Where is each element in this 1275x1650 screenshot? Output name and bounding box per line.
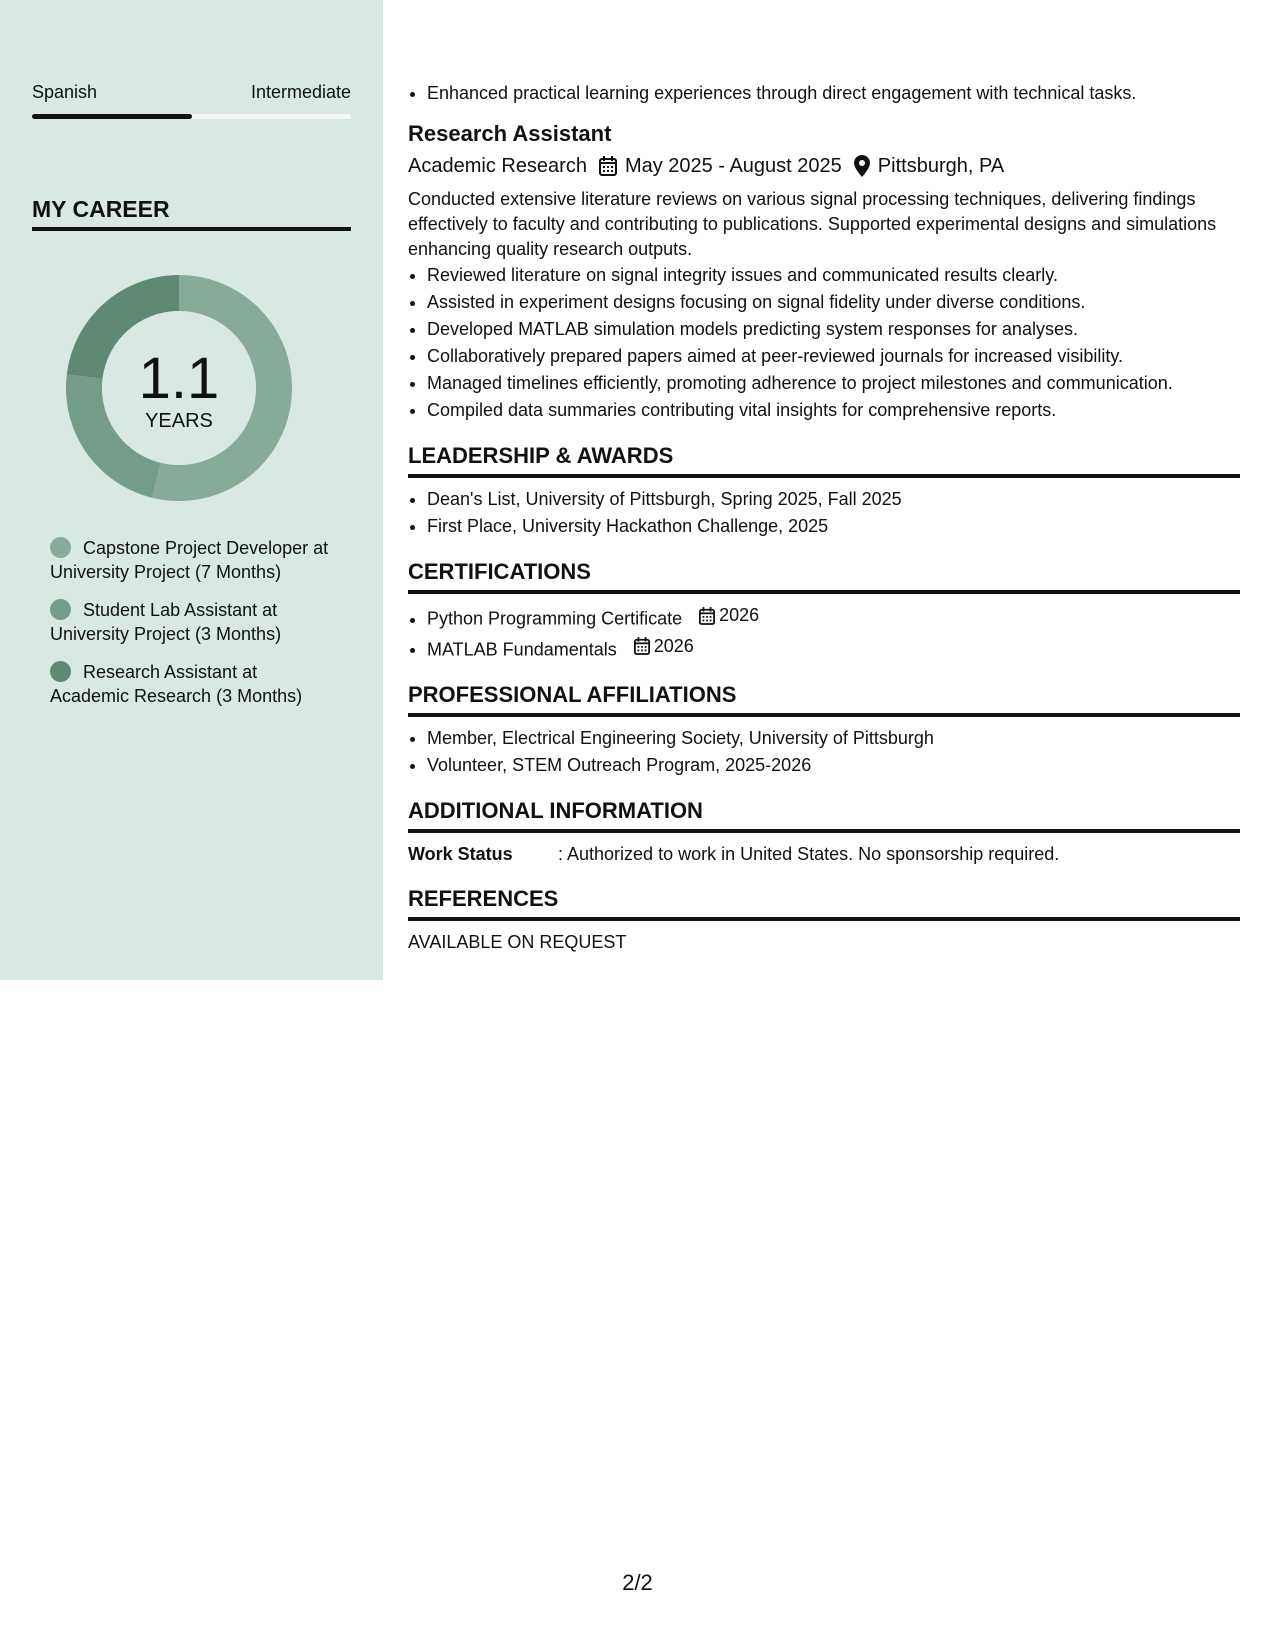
bullet-item: • Enhanced practical learning experiences through direct engagement with technical tasks. — [427, 80, 1240, 107]
language-proficiency-fill — [32, 114, 192, 119]
calendar-icon — [699, 607, 715, 625]
affiliations-section-title: PROFESSIONAL AFFILIATIONS — [408, 682, 737, 707]
affiliations-list — [408, 725, 1240, 779]
career-legend-item — [50, 598, 340, 646]
page-number: 2/2 — [622, 1570, 653, 1595]
section-rule — [408, 917, 1240, 921]
bullet-item: • Reviewed literature on signal integrity issues and communicated results clearly. — [427, 262, 1240, 289]
bullet-item: • Compiled data summaries contributing vital insights for comprehensive reports. — [427, 397, 1240, 424]
job-title: Research Assistant — [408, 121, 612, 146]
previous-job-bullets — [408, 80, 1240, 107]
language-name: Spanish — [32, 82, 98, 102]
certification-item — [427, 633, 1240, 664]
certification-year: 2026 — [719, 605, 760, 625]
certification-name: MATLAB Fundamentals — [427, 639, 617, 659]
certification-item — [427, 602, 1240, 633]
legend-dot-icon — [50, 599, 71, 620]
section-rule — [408, 829, 1240, 833]
job-company: Academic Research — [408, 155, 587, 177]
work-status-label: Work Status — [408, 844, 513, 864]
section-rule — [408, 713, 1240, 717]
bullet-item: • Assisted in experiment designs focusing on signal fidelity under diverse conditions. — [427, 289, 1240, 316]
job-bullets — [408, 262, 1240, 424]
award-item: • Dean's List, University of Pittsburgh, Spring 2025, Fall 2025 — [427, 486, 1240, 513]
affiliation-item: • Volunteer, STEM Outreach Program, 2025-2026 — [427, 752, 1240, 779]
career-total-value: 1.1 — [138, 345, 220, 411]
certifications-section-title: CERTIFICATIONS — [408, 559, 591, 584]
legend-dot-icon — [50, 537, 71, 558]
calendar-icon — [599, 156, 617, 176]
career-total-unit: YEARS — [145, 409, 213, 432]
certifications-list — [408, 602, 1240, 663]
work-status-value: : Authorized to work in United States. No sponsorship required. — [558, 844, 1060, 864]
career-legend-label: Student Lab Assistant at University Project (3 Months) — [50, 600, 282, 644]
location-pin-icon — [854, 155, 870, 177]
references-section-title: REFERENCES — [408, 886, 559, 911]
language-row — [32, 82, 351, 103]
career-legend — [50, 536, 340, 722]
references-text: AVAILABLE ON REQUEST — [408, 932, 627, 952]
career-legend-label: Capstone Project Developer at University Project (7 Months) — [50, 538, 329, 582]
bullet-item: • Developed MATLAB simulation models predicting system responses for analyses. — [427, 316, 1240, 343]
affiliation-item: • Member, Electrical Engineering Society, University of Pittsburgh — [427, 725, 1240, 752]
award-item: • First Place, University Hackathon Challenge, 2025 — [427, 513, 1240, 540]
bullet-item: • Collaboratively prepared papers aimed at peer-reviewed journals for increased visibility. — [427, 343, 1240, 370]
sidebar — [0, 0, 383, 980]
career-legend-label: Research Assistant at Academic Research (3 Months) — [50, 662, 303, 706]
career-legend-item — [50, 660, 340, 708]
leadership-list — [408, 486, 1240, 540]
career-section-rule — [32, 227, 351, 231]
career-section-title: MY CAREER — [32, 196, 170, 222]
career-total — [66, 275, 292, 501]
certification-year: 2026 — [653, 635, 694, 656]
calendar-icon — [634, 637, 650, 655]
legend-dot-icon — [50, 661, 71, 682]
section-rule — [408, 590, 1240, 594]
additional-info-section-title: ADDITIONAL INFORMATION — [408, 798, 703, 823]
bullet-item: • Managed timelines efficiently, promoting adherence to project milestones and communication. — [427, 370, 1240, 397]
language-proficiency-bar — [32, 114, 351, 119]
work-status-row — [408, 841, 1240, 867]
job-meta — [408, 151, 1240, 181]
job-dates: May 2025 - August 2025 — [624, 155, 842, 177]
leadership-section-title: LEADERSHIP & AWARDS — [408, 443, 674, 468]
main-content — [408, 80, 1240, 955]
section-rule — [408, 474, 1240, 478]
career-legend-item — [50, 536, 340, 584]
job-description: Conducted extensive literature reviews on various signal processing techniques, delivering findings effectively to faculty and contributing to publications. Supported experimental designs and simulations enhancing quality research outputs. — [408, 189, 1217, 259]
language-level: Intermediate — [250, 82, 351, 102]
job-location: Pittsburgh, PA — [877, 155, 1005, 177]
certification-name: Python Programming Certificate — [427, 608, 683, 629]
